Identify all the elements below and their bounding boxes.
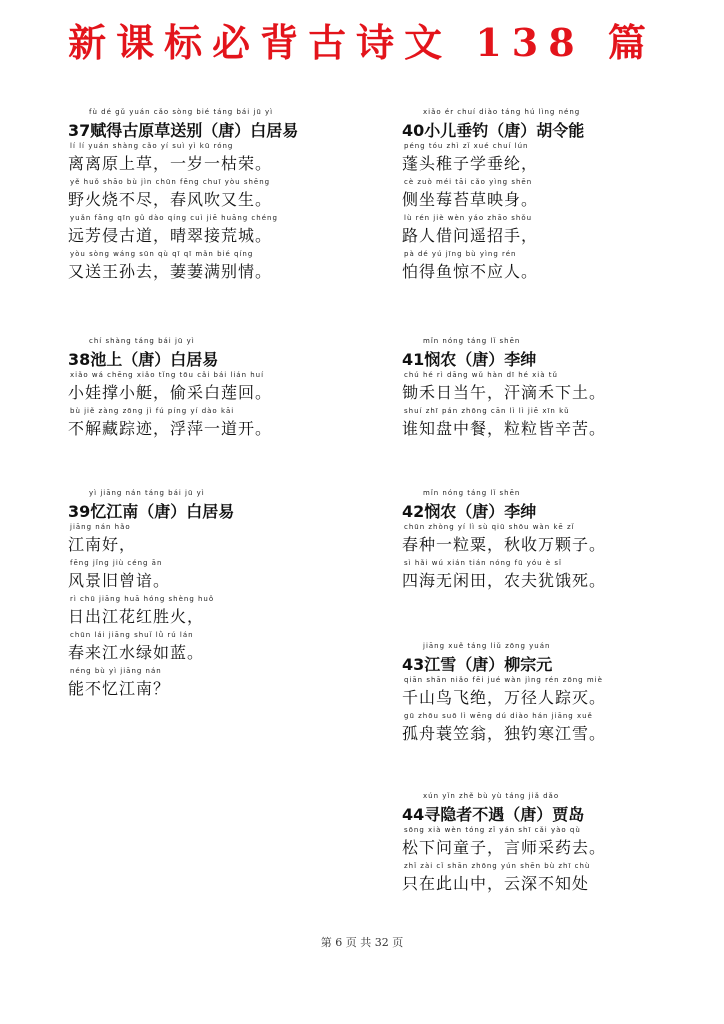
line-text: 蓬头稚子学垂纶， — [402, 154, 539, 173]
line-text: 又送王孙去，萋萋满别情。 — [68, 262, 273, 281]
line-pinyin: yě huǒ shāo bù jìn chūn fēng chuī yòu shēng — [70, 178, 271, 186]
poem-43 — [402, 642, 702, 748]
line-text: 锄禾日当午，汗滴禾下土。 — [402, 383, 607, 402]
poem-38 — [68, 337, 368, 443]
poem-line — [402, 676, 702, 712]
poem-title: 37赋得古原草送别（唐）白居易 — [68, 121, 299, 140]
poem-title: 42悯农（唐）李绅 — [402, 502, 537, 521]
poem-line — [68, 371, 368, 407]
poem-title: 39忆江南（唐）白居易 — [68, 502, 235, 521]
poem-title-pinyin: yì jiāng nán táng bái jū yì — [89, 489, 205, 497]
poem-line — [402, 214, 702, 250]
line-pinyin: péng tóu zhì zǐ xué chuí lún — [404, 142, 529, 150]
line-pinyin: cè zuò méi tāi cǎo yìng shēn — [404, 178, 533, 186]
poem-line — [68, 250, 368, 286]
poem-title-row — [68, 489, 368, 523]
poem-line — [68, 407, 368, 443]
line-pinyin: xiǎo wá chēng xiǎo tǐng tōu cǎi bái lián huí — [70, 371, 265, 379]
poem-title-pinyin: xiǎo ér chuí diào táng hú lìng néng — [423, 108, 581, 116]
poem-title-pinyin: mǐn nóng táng lǐ shēn — [423, 337, 521, 345]
poem-title-pinyin: xún yǐn zhě bù yù táng jiǎ dǎo — [423, 792, 560, 800]
line-text: 日出江花红胜火， — [68, 607, 205, 626]
poem-line — [402, 826, 702, 862]
poem-line — [402, 523, 702, 559]
line-pinyin: yuǎn fāng qīn gǔ dào qíng cuì jiē huāng chéng — [70, 214, 278, 222]
poem-title: 43江雪（唐）柳宗元 — [402, 655, 553, 674]
poem-line — [68, 214, 368, 250]
line-text: 侧坐莓苔草映身。 — [402, 190, 539, 209]
line-pinyin: néng bù yì jiāng nán — [70, 667, 162, 675]
poem-title-row — [402, 792, 702, 826]
poem-title: 41悯农（唐）李绅 — [402, 350, 537, 369]
line-pinyin: pà dé yú jīng bù yìng rén — [404, 250, 517, 258]
line-pinyin: lí lí yuán shàng cǎo yí suì yì kū róng — [70, 142, 234, 150]
poem-title-row — [68, 108, 368, 142]
line-pinyin: jiāng nán hǎo — [70, 523, 131, 531]
line-text: 春来江水绿如蓝。 — [68, 643, 205, 662]
poem-line — [402, 250, 702, 286]
line-pinyin: chūn lái jiāng shuǐ lǜ rú lán — [70, 631, 194, 639]
poem-39 — [68, 489, 368, 703]
line-text: 江南好， — [68, 535, 137, 554]
line-text: 怕得鱼惊不应人。 — [402, 262, 539, 281]
poem-title-pinyin: jiāng xuě táng liǔ zōng yuán — [423, 642, 551, 650]
poem-line — [402, 142, 702, 178]
poem-title-row — [402, 489, 702, 523]
poem-line — [68, 178, 368, 214]
line-pinyin: zhǐ zài cǐ shān zhōng yún shēn bù zhī chù — [404, 862, 591, 870]
line-pinyin: shuí zhī pán zhōng cān lì lì jiē xīn kǔ — [404, 407, 570, 415]
line-text: 千山鸟飞绝，万径人踪灭。 — [402, 688, 607, 707]
line-pinyin: yòu sòng wáng sūn qù qī qī mǎn bié qíng — [70, 250, 254, 258]
line-text: 不解藏踪迹，浮萍一道开。 — [68, 419, 273, 438]
poem-line — [402, 712, 702, 748]
poem-title: 40小儿垂钓（唐）胡令能 — [402, 121, 585, 140]
poem-41 — [402, 337, 702, 443]
line-pinyin: sì hǎi wú xián tián nóng fū yóu è sǐ — [404, 559, 562, 567]
line-pinyin: chú hé rì dāng wǔ hàn dī hé xià tǔ — [404, 371, 558, 379]
line-pinyin: chūn zhòng yí lì sù qiū shōu wàn kē zǐ — [404, 523, 575, 531]
poem-40 — [402, 108, 702, 286]
line-pinyin: gū zhōu suō lì wēng dú diào hán jiāng xuě — [404, 712, 593, 720]
page-title: 新课标必背古诗文 138 篇 — [68, 20, 656, 65]
line-pinyin: rì chū jiāng huā hóng shèng huǒ — [70, 595, 215, 603]
poem-line — [68, 559, 368, 595]
line-text: 只在此山中，云深不知处 — [402, 874, 590, 893]
line-text: 远芳侵古道，晴翠接荒城。 — [68, 226, 273, 245]
poem-title: 38池上（唐）白居易 — [68, 350, 219, 369]
line-text: 谁知盘中餐，粒粒皆辛苦。 — [402, 419, 607, 438]
line-pinyin: bù jiě zàng zōng jì fú píng yí dào kāi — [70, 407, 235, 415]
line-text: 小娃撑小艇，偷采白莲回。 — [68, 383, 273, 402]
poem-line — [68, 667, 368, 703]
line-pinyin: fēng jǐng jiù céng ān — [70, 559, 163, 567]
line-text: 路人借问遥招手， — [402, 226, 539, 245]
line-text: 孤舟蓑笠翁，独钓寒江雪。 — [402, 724, 607, 743]
line-text: 四海无闲田，农夫犹饿死。 — [402, 571, 607, 590]
page-number: 第 6 页 共 32 页 — [320, 936, 404, 949]
poem-line — [402, 407, 702, 443]
poem-title-pinyin: chí shàng táng bái jū yì — [89, 337, 195, 345]
poem-line — [402, 862, 702, 898]
poem-title-pinyin: fù dé gǔ yuán cǎo sòng bié táng bái jū yì — [89, 108, 274, 116]
poem-line — [68, 595, 368, 631]
poem-37 — [68, 108, 368, 286]
poem-title-pinyin: mǐn nóng táng lǐ shēn — [423, 489, 521, 497]
poem-title: 44寻隐者不遇（唐）贾岛 — [402, 805, 585, 824]
line-pinyin: qiān shān niǎo fēi jué wàn jìng rén zōng miè — [404, 676, 603, 684]
line-text: 能不忆江南？ — [68, 679, 171, 698]
poem-line — [402, 178, 702, 214]
poem-line — [68, 631, 368, 667]
poem-line — [402, 371, 702, 407]
poem-line — [68, 142, 368, 178]
poem-title-row — [402, 642, 702, 676]
line-pinyin: lù rén jiè wèn yáo zhāo shǒu — [404, 214, 533, 222]
line-text: 风景旧曾谙。 — [68, 571, 171, 590]
line-pinyin: sōng xià wèn tóng zǐ yán shī cǎi yào qù — [404, 826, 581, 834]
line-text: 离离原上草，一岁一枯荣。 — [68, 154, 273, 173]
poem-line — [68, 523, 368, 559]
poem-title-row — [402, 108, 702, 142]
poem-line — [402, 559, 702, 595]
line-text: 春种一粒粟，秋收万颗子。 — [402, 535, 607, 554]
poem-title-row — [402, 337, 702, 371]
line-text: 野火烧不尽，春风吹又生。 — [68, 190, 273, 209]
poem-title-row — [68, 337, 368, 371]
poem-42 — [402, 489, 702, 595]
poem-44 — [402, 792, 702, 898]
line-text: 松下问童子，言师采药去。 — [402, 838, 607, 857]
